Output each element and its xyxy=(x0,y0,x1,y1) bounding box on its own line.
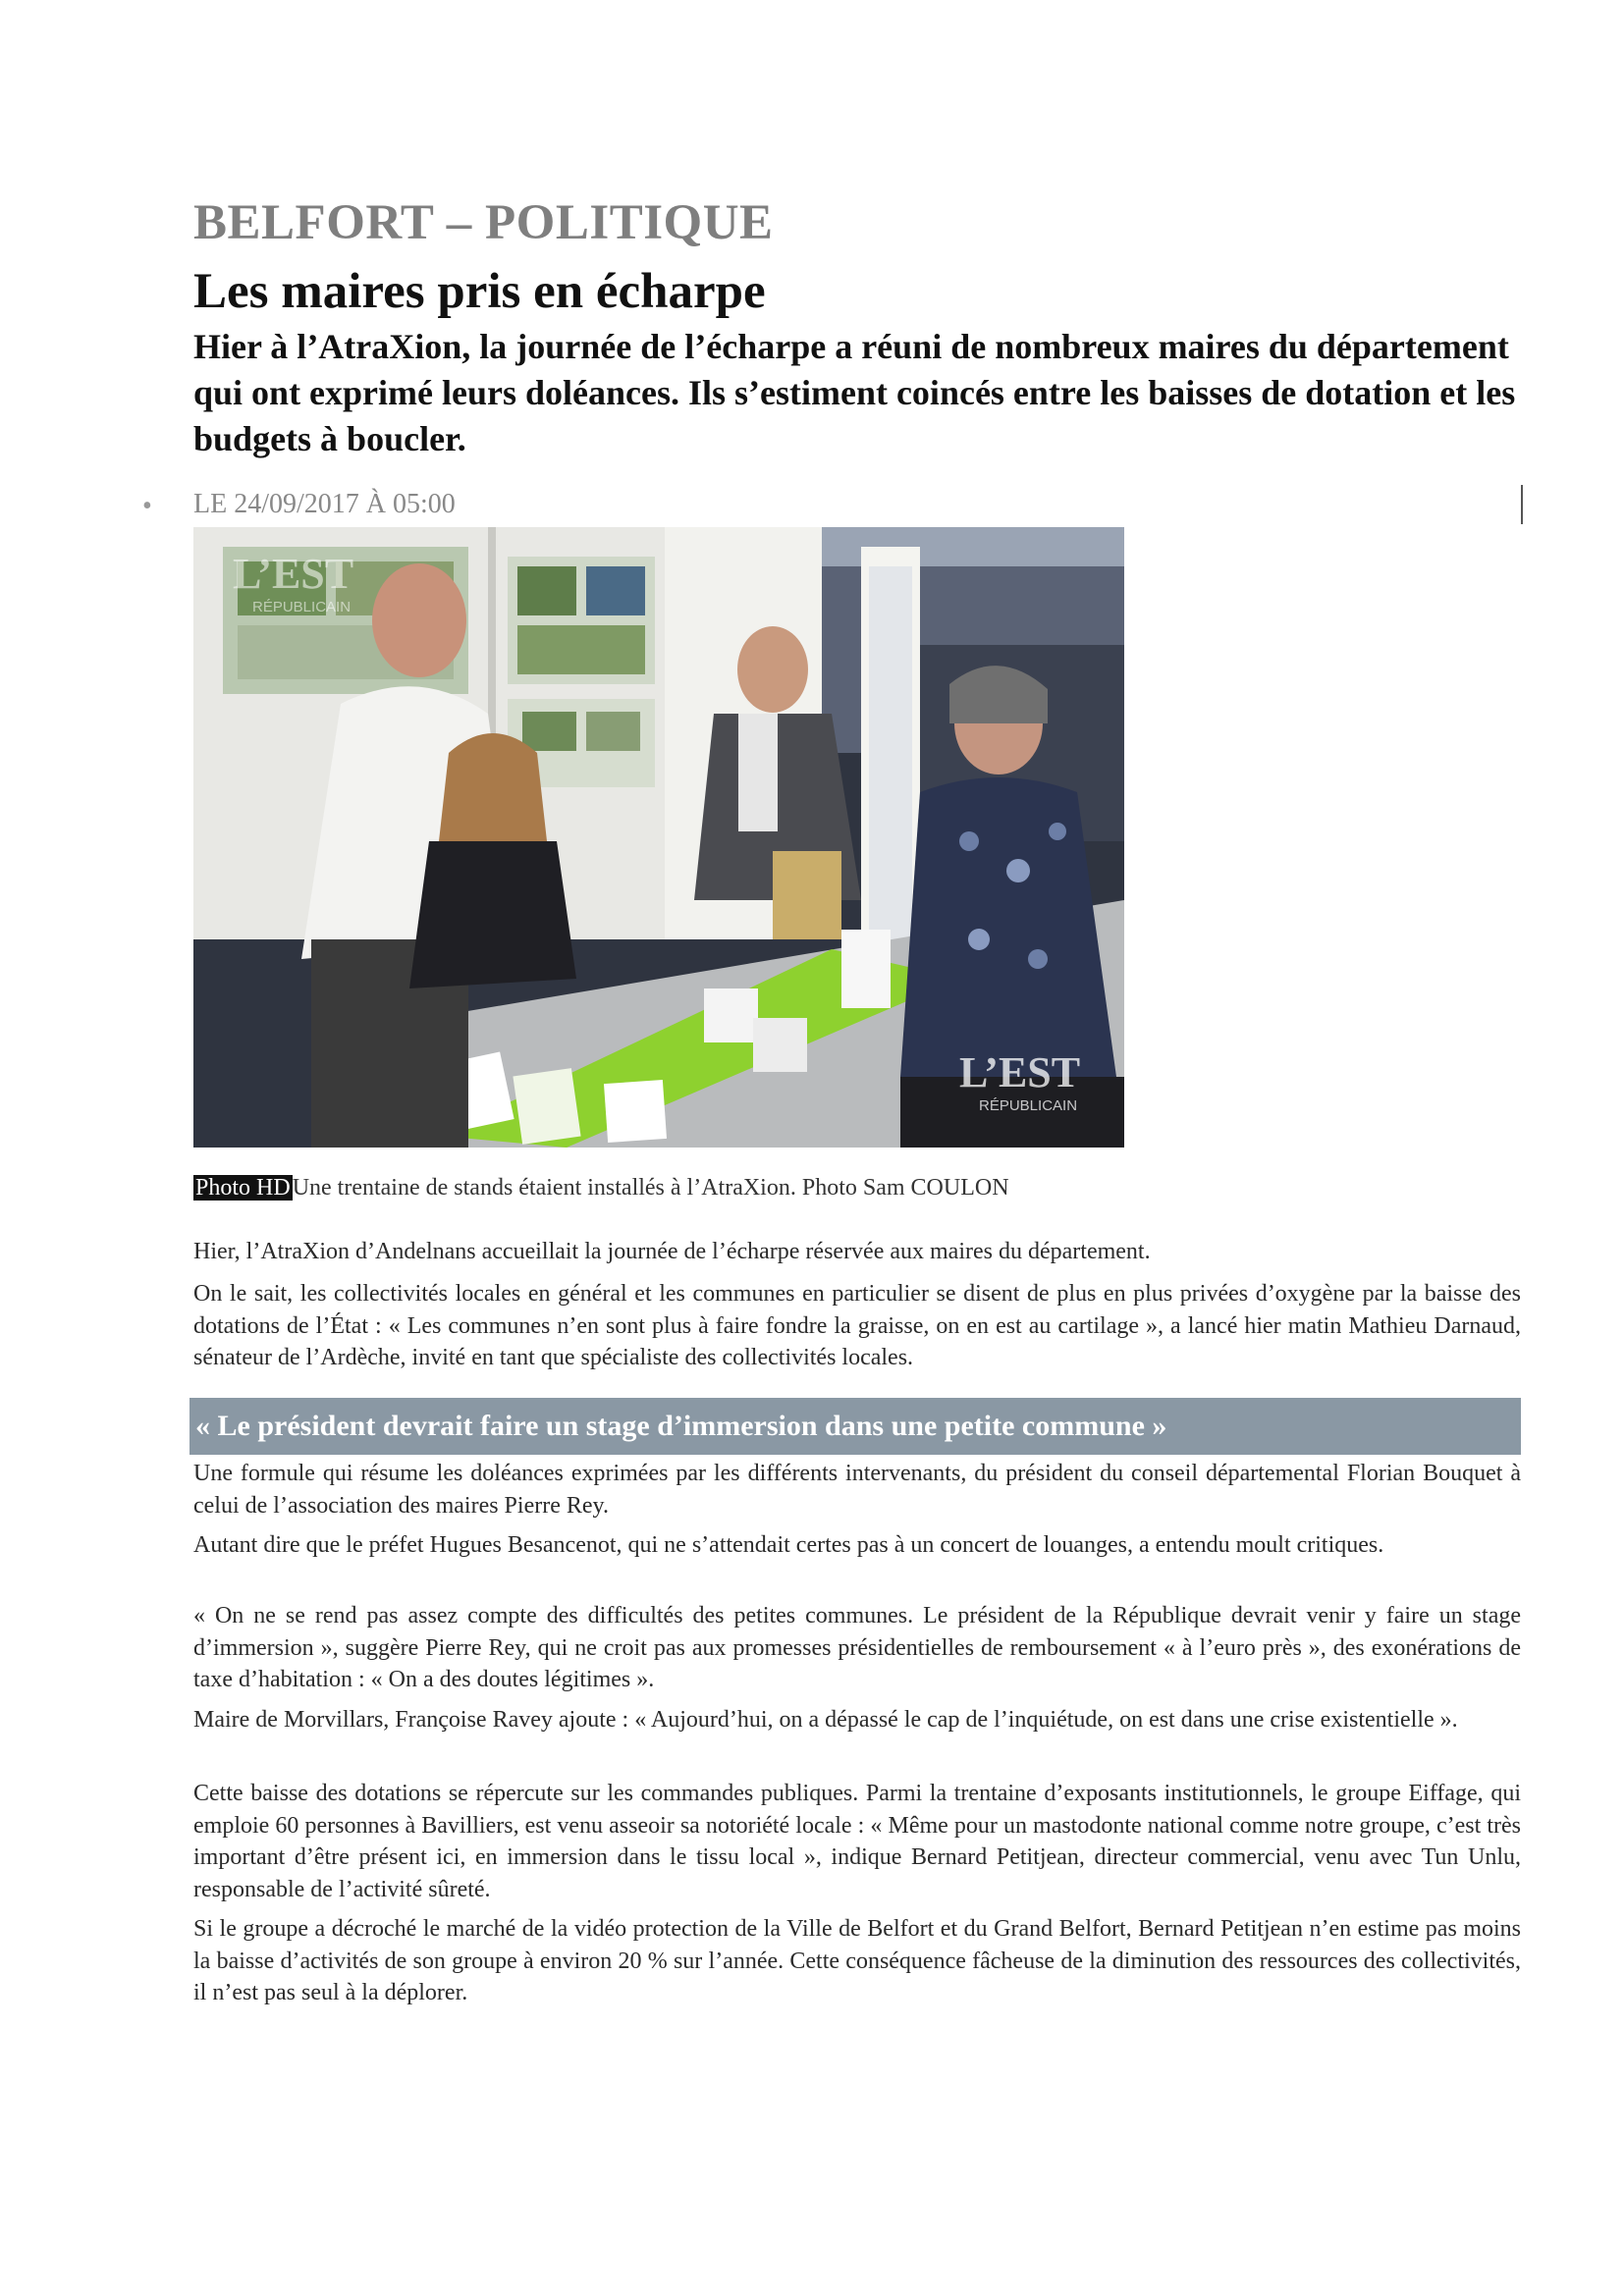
paragraph-body-2: Autant dire que le préfet Hugues Besancenot, qui ne s’attendait certes pas à un concert de louanges, a entendu moult critiques. xyxy=(193,1532,1384,1558)
vertical-rule xyxy=(1521,485,1523,524)
article-title: Les maires pris en écharpe xyxy=(193,264,766,319)
paragraph-body-3: « On ne se rend pas assez compte des difficultés des petites communes. Le président de la République devrait venir y faire un stage d’immersion », suggère Pierre Rey, qui ne croit pas aux promesses présidentielles de remboursement « à l’euro près », des exonérations de taxe d’habitation : « On a des doutes légitimes ». xyxy=(193,1603,1521,1692)
article-dateline: LE 24/09/2017 À 05:00 xyxy=(193,489,456,519)
pull-quote-text: « Le président devrait faire un stage d’immersion dans une petite commune » xyxy=(195,1410,1167,1442)
paragraph-body-4: Maire de Morvillars, Françoise Ravey ajoute : « Aujourd’hui, on a dépassé le cap de l’inquiétude, on est dans une crise existentielle ». xyxy=(193,1707,1458,1733)
paragraph-intro-1: Hier, l’AtraXion d’Andelnans accueillait la journée de l’écharpe réservée aux maires du département. xyxy=(193,1239,1151,1264)
pull-quote-banner xyxy=(189,1398,1521,1455)
paragraph-body-5: Cette baisse des dotations se répercute sur les commandes publiques. Parmi la trentaine d’exposants institutionnels, le groupe Eiffage, qui emploie 60 personnes à Bavilliers, est venu asseoir sa notoriété locale : « Même pour un mastodonte national comme notre groupe, c’est très important d’être présent ici, en immersion dans le tissu local », indique Bernard Petitjean, directeur commercial, venu avec Tun Unlu, responsable de l’activité sûreté. xyxy=(193,1781,1521,1902)
paragraph-body-6: Si le groupe a décroché le marché de la vidéo protection de la Ville de Belfort et du Grand Belfort, Bernard Petitjean n’en estime pas moins la baisse d’activités de son groupe à environ 20 % sur l’année. Cette conséquence fâcheuse de la diminution des ressources des collectivités, il n’est pas seul à la déplorer. xyxy=(193,1916,1521,2005)
photo-illustration xyxy=(193,527,1124,1148)
watermark-bottom-main: L’EST xyxy=(959,1048,1081,1096)
article-subtitle: Hier à l’AtraXion, la journée de l’écharpe a réuni de nombreux maires du département qui ont exprimé leurs doléances. Ils s’estiment coincés entre les baisses de dotation et les budgets à boucler. xyxy=(193,327,1516,458)
article-photo xyxy=(193,527,1124,1148)
list-bullet: • xyxy=(142,491,152,521)
photo-caption xyxy=(193,1175,1009,1201)
photo-caption-text: Une trentaine de stands étaient installés à l’AtraXion. Photo Sam COULON xyxy=(292,1175,1009,1201)
watermark-top-sub: RÉPUBLICAIN xyxy=(252,599,352,615)
watermark-top-main: L’EST xyxy=(233,550,354,598)
paragraph-intro-2: On le sait, les collectivités locales en général et les communes en particulier se disent de plus en plus privées d’oxygène par la baisse des dotations de l’État : « Les communes n’en sont plus à faire fondre la graisse, on en est au cartilage », a lancé hier matin Mathieu Darnaud, sénateur de l’Ardèche, invité en tant que spécialiste des collectivités locales. xyxy=(193,1281,1521,1370)
section-label: BELFORT – POLITIQUE xyxy=(193,195,774,250)
paragraph-body-1: Une formule qui résume les doléances exprimées par les différents intervenants, du président du conseil départemental Florian Bouquet à celui de l’association des maires Pierre Rey. xyxy=(193,1461,1521,1519)
watermark-bottom-sub: RÉPUBLICAIN xyxy=(979,1097,1078,1114)
photo-hd-tag: Photo HD xyxy=(195,1175,291,1201)
